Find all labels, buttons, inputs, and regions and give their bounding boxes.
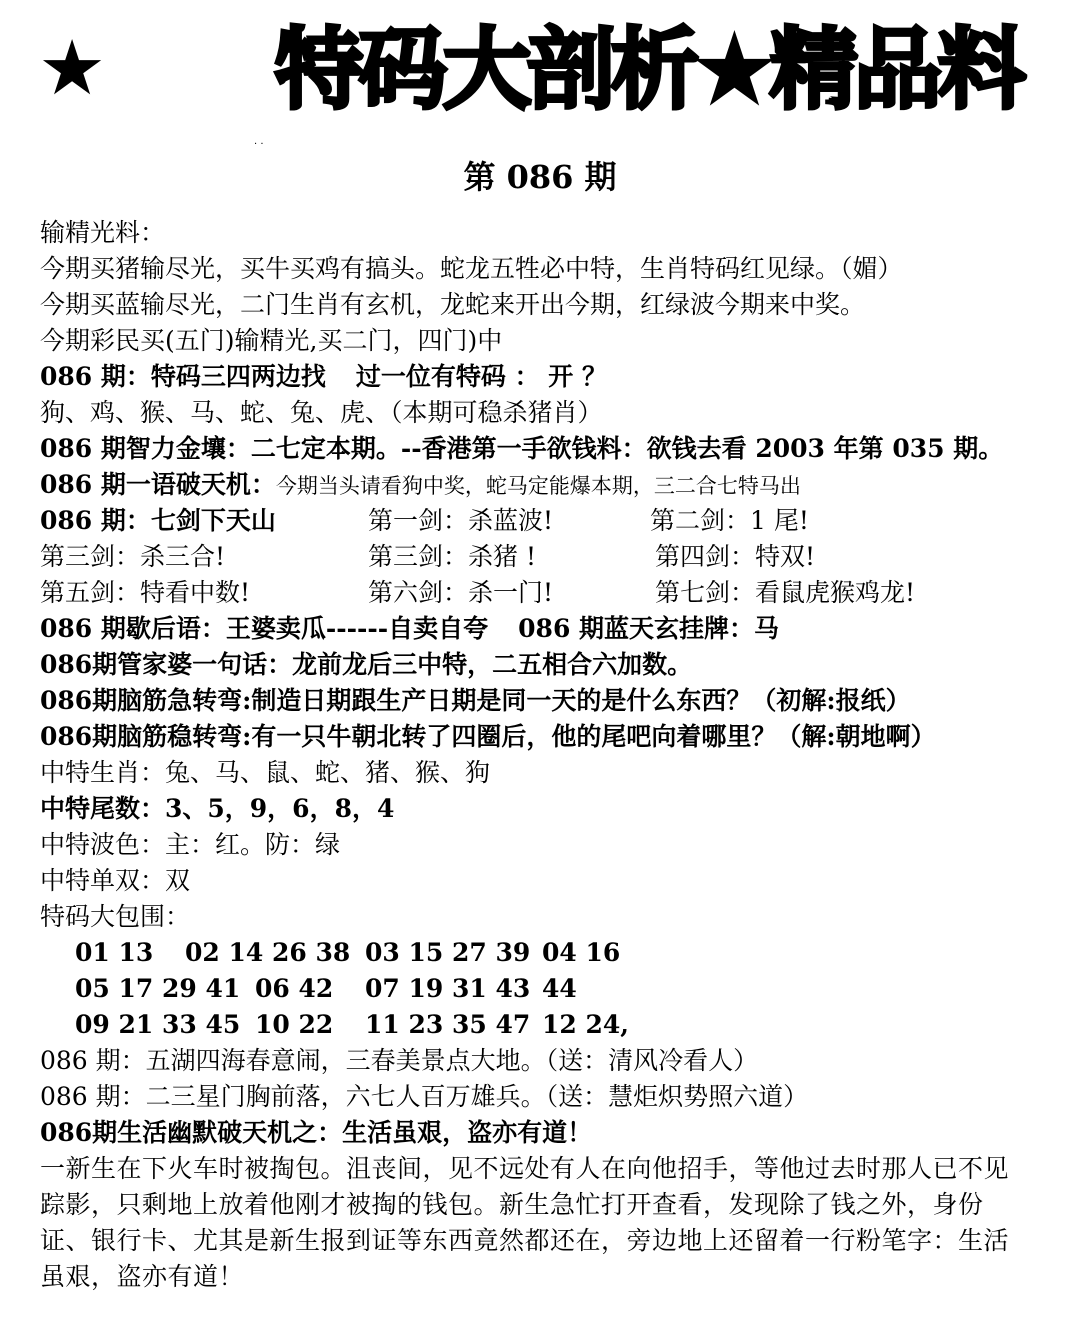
- text-line: 今期彩民买(五门)输精光,买二门，四门)中: [40, 326, 503, 355]
- text-line: 086 期：五湖四海春意闹，三春美景点大地。（送：清风冷看人）: [40, 1046, 759, 1075]
- line-part: 086 期一语破天机：: [40, 470, 276, 499]
- text-line: 086期生活幽默破天机之：生活虽艰，盗亦有道！: [40, 1118, 593, 1147]
- number-group: 06 42: [255, 974, 334, 1003]
- sword-item: 第二剑：1 尾!: [650, 506, 809, 535]
- sword-item: 第一剑：杀蓝波!: [368, 506, 554, 535]
- number-row: [40, 935, 1050, 971]
- number-group: 07 19 31 43: [365, 974, 531, 1003]
- number-group: 05 17 29 41: [75, 974, 241, 1003]
- text-line: 086期脑筋稳转弯:有一只牛朝北转了四圈后，他的尾吧向着哪里？（解:朝地啊）: [40, 722, 936, 751]
- story-paragraph: 一新生在下火车时被掏包。沮丧间，见不远处有人在向他招手，等他过去时那人已不见踪影，只剩地上放着他刚才被掏的钱包。新生急忙打开查看，发现除了钱之外，身份证、银行卡、尤其是新生报到证等东西竟然都还在，旁边地上还留着一行粉笔字：生活虽艰，盗亦有道！: [40, 1154, 1010, 1291]
- text-line: 输精光料：: [40, 218, 166, 247]
- text-line: 086期脑筋急转弯:制造日期跟生产日期是同一天的是什么东西？（初解:报纸）: [40, 686, 911, 715]
- text-line: 狗、鸡、猴、马、蛇、兔、虎、（本期可稳杀猪肖）: [40, 398, 603, 427]
- sword-item: 第三剑：杀猪 !: [368, 542, 536, 571]
- text-line: 086期管家婆一句话：龙前龙后三中特，二五相合六加数。: [40, 650, 693, 679]
- sword-row: [40, 539, 1050, 575]
- number-row: [40, 1007, 1050, 1043]
- sword-item: 第七剑：看鼠虎猴鸡龙!: [655, 578, 916, 607]
- text-line: 中特单双：双: [40, 866, 191, 895]
- text-line: [40, 611, 1050, 647]
- issue-number: 第 086 期: [463, 158, 617, 196]
- text-line: 中特生肖：兔、马、鼠、蛇、猪、猴、狗: [40, 758, 491, 787]
- line-part: 过一位有特码 ： 开 ？: [355, 362, 608, 391]
- number-group: 11 23 35 47: [365, 1010, 531, 1039]
- number-group: 01 13: [75, 938, 154, 967]
- text-line: [40, 467, 1050, 503]
- sword-item: 086 期：七剑下天山: [40, 506, 276, 535]
- sword-item: 第三剑：杀三合!: [40, 542, 226, 571]
- text-line: 特码大包围：: [40, 902, 191, 931]
- text-line: 今期买猪输尽光，买牛买鸡有搞头。蛇龙五牲必中特，生肖特码红见绿。（媚）: [40, 254, 903, 283]
- text-line: 086 期智力金壤：二七定本期。--香港第一手欲钱料：欲钱去看 2003 年第 035 期。: [40, 434, 1004, 463]
- line-part: 今期当头请看狗中奖，蛇马定能爆本期，三二合七特马出: [275, 474, 801, 498]
- number-group: 10 22: [255, 1010, 334, 1039]
- text-line: [40, 359, 1050, 395]
- number-group: 03 15 27 39: [365, 938, 531, 967]
- content-body: [40, 215, 1050, 1295]
- line-part: 086 期：特码三四两边找: [40, 362, 326, 391]
- sword-row: [40, 503, 1050, 539]
- text-line: 今期买蓝输尽光，二门生肖有玄机，龙蛇来开出今期，红绿波今期来中奖。: [40, 290, 866, 319]
- text-line: 086 期：二三星门胸前落，六七人百万雄兵。（送：慧炬炽势照六道）: [40, 1082, 809, 1111]
- page-banner-title: 特码大剖析★精品料: [275, 18, 1022, 121]
- line-part: 086 期歇后语：王婆卖瓜------自卖自夸: [40, 614, 489, 643]
- text-line: 中特波色：主：红。防：绿: [40, 830, 341, 859]
- number-group: 09 21 33 45: [75, 1010, 241, 1039]
- stray-dots: · ·: [254, 139, 264, 150]
- line-part: 086 期蓝天玄挂牌：马: [518, 614, 780, 643]
- sword-item: 第六剑：杀一门!: [368, 578, 554, 607]
- number-row: [40, 971, 1050, 1007]
- number-group: 44: [542, 974, 577, 1003]
- number-group: 04 16: [542, 938, 621, 967]
- text-line: 中特尾数：3、5，9，6，8，4: [40, 794, 395, 823]
- sword-item: 第四剑：特双!: [655, 542, 816, 571]
- number-group: 02 14 26 38: [185, 938, 351, 967]
- sword-item: 第五剑：特看中数!: [40, 578, 251, 607]
- sword-row: [40, 575, 1050, 611]
- number-group: 12 24,: [542, 1010, 629, 1039]
- star-icon: ★: [38, 23, 107, 112]
